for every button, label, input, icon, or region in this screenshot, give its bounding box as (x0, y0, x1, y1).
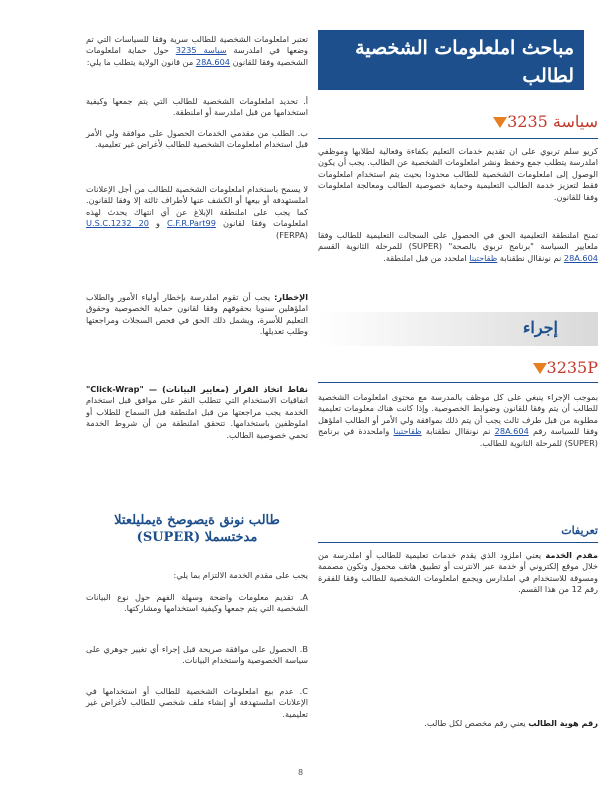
procedure-paragraph (318, 392, 598, 449)
intro-text-c: من قانون الولاية يتطلب ما يلي: (86, 56, 194, 67)
intro-policy-link[interactable]: سياسة 3235 (175, 45, 227, 56)
procedure-text-c: واملحددة في برنامج (SUPER) للمرحلة الثانوية للطالب. (318, 426, 598, 448)
definition-text: يعني املزود الذي يقدم خدمات تعليمية للطالب أو املدرسة من خلال موقع إلكتروني أو خدمة عبر الانترنت أو تطبيق هاتف محمول وتكون مصممة ومسوقة للاستخدام في املدارس ويجمع املعلومات الشخصية للطالب وفقا للفقرة رقم 12 من هذا القسم. (318, 550, 598, 595)
triangle-icon (493, 117, 507, 128)
intro-item-2: ب. الطلب من مقدمي الخدمات الحصول على موافقة ولي الأمر قبل استخدام املعلومات الشخصية للطالب لأغراض غير تعليمية. (86, 128, 308, 150)
term-service-provider: مقدم الخدمة (545, 550, 598, 560)
divider (318, 382, 598, 383)
super-intro: يجب على مقدم الخدمة الالتزام بما يلي: (173, 570, 308, 580)
cfr-link[interactable]: C.F.R.Part99 (167, 218, 216, 229)
click-wrap-label: نقاط اتخاذ القرار (معايير البيانات) — "Click-Wrap" (86, 384, 308, 394)
banner-title: مباحث املعلومات الشخصية لطالب (355, 37, 574, 87)
super-act-title: طالب نونق ةيصوصخ ةيمليلعتلا مدختسملا (SUPER) (114, 513, 280, 545)
policy-title: سياسة 3235 (507, 112, 598, 131)
page-number: 8 (298, 768, 304, 777)
definition-service-provider (318, 550, 598, 596)
policy-text: تمنح املنطقة التعليمية الحق في الحصول على السجالت التعليمية للطالب وفقا ملعايير السياسة "برنامج تربوي بالصحة" (SUPER) للمرحلة الثانوية القسم (318, 230, 598, 252)
definition-student-id (318, 718, 598, 729)
procedure-heading (318, 358, 598, 377)
ferpa-paragraph (86, 184, 308, 241)
click-wrap-paragraph (86, 384, 308, 441)
click-wrap-text: اتفاقيات الاستخدام التي تتطلب النقر على موافق قبل استخدام الخدمة يجب مراجعتها من قبل املنطقة قبل السماح للطلاب أو املوظفين باستخدامها. تتحقق املنطقة من أن شروط الخدمة تحمي خصوصية الطالب. (86, 395, 308, 440)
notification-label: الإخطار: (274, 292, 308, 302)
triangle-icon (533, 363, 547, 374)
policy-text-b: نم نونقاال نطقنابة (497, 252, 564, 263)
ferpa-text: لا يسمح باستخدام املعلومات الشخصية للطالب من أجل الإعلانات املستهدفة أو بيعها أو الكشف عنها لأطراف ثالثة إلا وفقا للقانون. كما يجب على املنطقة الإبلاغ عن أي انتهاك يحدث لهذه املعلومات وفقا لقانون (86, 184, 308, 229)
notification-paragraph (86, 292, 308, 338)
divider (318, 542, 598, 543)
intro-paragraph (86, 34, 308, 68)
intro-text-b: حول حماية املعلومات الشخصية وفقا للقانون (86, 45, 308, 67)
ferpa-text-mid: و (149, 218, 168, 229)
policy-heading (318, 112, 598, 131)
procedure-text-b: نم نونقاال نطقنابة (421, 426, 495, 437)
super-item-b: B. الحصول على موافقة صريحة قبل إجراء أي تغيير جوهري على سياسة الخصوصية واستخدام البيانات. (86, 644, 308, 666)
intro-item-1: أ. تحديد املعلومات الشخصية للطالب التي يتم جمعها وكيفية استخدامها من قبل املدرسة أو املنطقة. (86, 96, 308, 118)
policy-paragraph-2 (318, 230, 598, 264)
policy-link-law[interactable]: 28A.604 (563, 252, 598, 263)
procedure-text: بموجب الإجراء ينبغي على كل موظف بالمدرسة مع محتوى املعلومات الشخصية للطالب أن يتم وفقا للقانون وضوابط الخصوصية. وإذا كانت هناك معلومات تعليمية مطلوبة من قبل طرف ثالث يجب أن يتم ذلك بموافقة ولي الأمر أو الطالب املؤهل وفقا للسياسة رقم (318, 392, 598, 437)
definitions-heading: تعريفات (561, 524, 598, 537)
intro-text: تعتبر املعلومات الشخصية للطالب سرية وفقا للسياسات التي تم وضعها في املدرسة (86, 34, 308, 56)
page-banner (318, 30, 584, 90)
policy-link-retention[interactable]: ظقاحتبنا (469, 252, 498, 263)
ferpa-text-end: (FERPA) (276, 229, 308, 240)
policy-text-c: املحدد من قبل املنطقة. (383, 252, 470, 263)
definition-text: يعني رقم مخصص لكل طالب. (424, 718, 526, 728)
usc-link[interactable]: 20 U.S.C.1232 (86, 218, 150, 229)
procedure-banner (318, 312, 598, 346)
notification-text: يجب أن تقوم املدرسة بإخطار أولياء الأمور والطلاب املؤهلين سنويا بحقوقهم وفقا لقانون حماية الخصوصية وحقوق التعليم للأسرة، ويشمل ذلك الحق في فحص السجلات ومراجعتها وطلب تعديلها. (86, 292, 308, 337)
super-item-a: A. تقديم معلومات واضحة وسهلة الفهم حول نوع البيانات الشخصية التي يتم جمعها وكيفية استخدامها ومشاركتها. (86, 592, 308, 614)
procedure-link-law[interactable]: 28A.604 (494, 426, 529, 437)
intro-law-link[interactable]: 28A.604 (195, 56, 230, 67)
procedure-title: إجراء (522, 318, 558, 337)
super-item-c: C. عدم بيع املعلومات الشخصية للطالب أو استخدامها في الإعلانات املستهدفة أو إنشاء ملف شخصي للطالب لأغراض غير تعليمية. (86, 686, 308, 719)
term-student-id: رقم هوية الطالب (528, 718, 598, 728)
procedure-link-retention[interactable]: ظقاحتبنا (393, 426, 422, 437)
divider (318, 138, 598, 139)
procedure-number: 3235P (546, 358, 598, 377)
policy-paragraph-1: كريو سلم تربوي على ان تقديم خدمات التعليم بكفاءة وفعالية لطلابها وموظفي املدرسة يتطلب جمع وحفظ ونشر املعلومات الشخصية عن الطالب. يجب أن يكون الوصول إلى املعلومات الشخصية للطالب محدودا بحيث يتم استخدام املعلومات فقط لتعزيز خدمة الطالب التعليمية وحماية خصوصية الطالب ومعالجة املعلومات وفقا للقانون. (318, 146, 598, 202)
